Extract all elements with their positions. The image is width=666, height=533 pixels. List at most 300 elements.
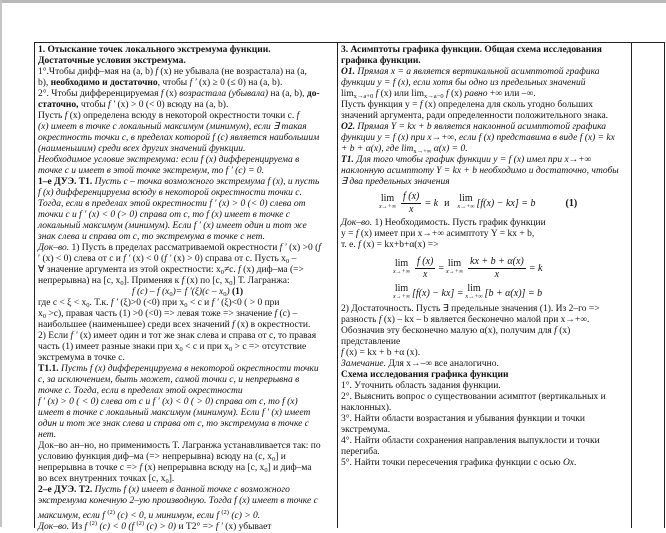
document-table <box>34 42 665 532</box>
limit <box>393 259 410 277</box>
limit-expression: [f(x) − kx] = b <box>476 197 536 209</box>
text-run: f <box>274 309 278 319</box>
text-line <box>341 315 631 326</box>
text-run: нет. <box>38 430 57 440</box>
window-top-edge <box>0 0 666 3</box>
text-line <box>38 89 337 100</box>
window-left-edge <box>0 0 2 527</box>
text-run: < c и <box>187 298 212 308</box>
text-run: f <box>378 315 382 325</box>
text-run: Для x→–∞ все аналогично. <box>385 359 499 369</box>
text-line <box>38 210 337 221</box>
limit-formula-3 <box>341 285 631 301</box>
text-run: +∞ или –∞. <box>487 89 536 99</box>
denominator: x <box>494 268 500 280</box>
text-run: Док–во ан–но, но применимость Т. Лагранжа устанавливается так: по <box>38 441 321 451</box>
text-run: 2) Достаточность. Пусть ∃ предельные значения (1). Из 2–го => <box>341 304 600 314</box>
text-line <box>38 67 337 78</box>
text-line <box>341 392 631 403</box>
text-run: Из <box>69 522 85 532</box>
text-run: f <box>155 67 159 77</box>
text-run: >c), правая часть (1) >0 (<0) => левая тоже => значение <box>46 309 275 319</box>
text-line <box>341 337 631 348</box>
text-run: f ′ <box>108 100 116 110</box>
text-run: (x) диф–ма (=> <box>240 265 304 275</box>
subscript: 0 <box>228 346 233 353</box>
text-line <box>38 144 337 155</box>
text-line <box>341 240 631 251</box>
text-run: f <box>139 463 143 473</box>
text-run: ] и <box>275 452 286 462</box>
text-run: (x) не убывала (не возрастала) на (a, <box>158 67 307 77</box>
text-line <box>341 304 631 315</box>
text-run: на (a, b), <box>268 89 307 99</box>
text-run: b), <box>38 78 51 88</box>
subscript: 0 <box>220 269 224 276</box>
limit-formula-1 <box>341 188 631 218</box>
text-run: , чтобы <box>157 78 190 88</box>
text-run: ∃ два предельных значения <box>341 177 450 187</box>
text-run: перегиба. <box>341 447 380 457</box>
denominator: x <box>422 268 428 280</box>
limit <box>446 259 463 277</box>
text-line <box>341 67 631 78</box>
text-run: 3. Асимптоты графика функции. Общая схема исследования <box>341 45 602 55</box>
text-run: разность <box>341 315 379 325</box>
cell-local-extremum <box>35 43 338 532</box>
text-run: т. е. <box>341 240 359 250</box>
text-run: (c) < 0, и минимум, если f <box>114 511 222 521</box>
text-run: (x) определена всюду в некоторой окрестности точки c. <box>67 111 297 121</box>
limit <box>393 284 410 302</box>
text-run: точке c и имеет в этой точке экстремум, то f ′ (c) = 0. <box>38 166 264 176</box>
text-run: (x) > 0) справа от c. Пусть x <box>171 254 286 264</box>
text-run: где c < ξ < x <box>38 298 87 308</box>
text-line <box>341 348 631 359</box>
text-run: О2. <box>341 122 355 132</box>
text-run: 1) Необходимость. Пусть график функции <box>372 218 546 228</box>
lim-label: lim <box>447 258 462 269</box>
text-run: значений аргумента, ради определенности положительного знака. <box>341 111 609 121</box>
text-run: f ′ <box>279 243 287 253</box>
subscript: 0 <box>86 302 90 309</box>
text-run: (x) имеет в точке c локальный максимум (минимум), если ∃ такая <box>38 122 307 132</box>
lim-subscript: x→+∞ <box>393 269 410 275</box>
text-run: (x) ≥ 0 (≤ 0) на (a, b). <box>196 78 283 88</box>
text-run: Док–во. <box>341 218 373 228</box>
text-run: (x) имеет один и тот же знак слева и справа от c, то правая <box>77 331 317 341</box>
text-run: чтобы <box>80 100 109 110</box>
text-run: f (x) дифференцируема всюду в некоторой окрестности точки c. <box>38 188 302 198</box>
text-line <box>38 298 337 309</box>
text-run: один и тот же знак слева и справа от c, то экстремума в точке c <box>38 419 309 429</box>
text-run: точки c и f ′ (x) < 0 (> 0) справа от c, то f (x) имеет в точке c <box>38 210 291 220</box>
text-run: (x) имеет при x→+∞ асимптоту Y = kx + b, <box>358 229 535 239</box>
limit-expression: [b + α(x)] = b <box>484 287 543 299</box>
text-line <box>38 111 337 122</box>
text-run: (x) = kx + b +α (x). <box>343 348 421 358</box>
text-run: Достаточные условия экстремума. <box>38 56 186 66</box>
denominator: x <box>408 203 414 215</box>
text-block <box>38 43 337 287</box>
text-run: f (c) – f (x <box>131 287 170 297</box>
text-run: экстремума конечную 2–ую производную. Тогда f (x) имеет в точке c <box>38 496 318 506</box>
text-line <box>38 199 337 210</box>
text-run: – <box>289 254 297 264</box>
text-line <box>341 122 631 133</box>
text-run: . Т.к. <box>89 298 111 308</box>
text-line <box>38 430 337 441</box>
numerator: kx + b + α(x) <box>470 255 524 267</box>
text-line <box>341 155 631 166</box>
text-run: Пусть функция y = <box>341 100 420 110</box>
text-run: ) <box>226 287 230 297</box>
text-line <box>341 436 631 447</box>
text-run: ]. Применяя к <box>123 276 182 286</box>
text-run: Док–во. <box>38 243 70 253</box>
text-run: (ξ)>0 (<0) при x <box>117 298 185 308</box>
text-line <box>341 144 631 155</box>
text-run: необходимо и достаточно <box>50 78 158 88</box>
text-run: 4°. Найти области сохранения направления выпуклости и точки <box>341 436 600 446</box>
text-run: ] и диф–ма <box>267 463 312 473</box>
numerator: f (x) <box>417 255 434 267</box>
text-run: знак слева и справа от c, то экстремума в точке c нет. <box>38 232 265 242</box>
text-run: окрестность точки c, в пределах которой f (c) является наибольшим <box>38 133 320 143</box>
text-run: до- <box>306 89 320 99</box>
text-line <box>38 166 337 177</box>
text-run: (c) > 0. <box>228 511 261 521</box>
lim-subscript: x→+∞ <box>465 294 483 300</box>
fraction <box>415 256 435 281</box>
subscript: x→+∞ <box>413 148 432 155</box>
text-run: (x) <box>448 89 465 99</box>
limit <box>466 284 483 302</box>
text-run: условию функция диф–ма (=> непрерывна) всюду на (c, x <box>38 452 272 462</box>
text-line <box>341 414 631 425</box>
text-line <box>38 441 337 452</box>
text-block <box>341 218 631 251</box>
text-run: f <box>373 89 379 99</box>
text-run: f ′ <box>70 331 78 341</box>
text-run: непрерывна) на [c, x <box>38 276 121 286</box>
text-run: f ′ <box>123 254 131 264</box>
text-run: (x) = kx+b+α(x) => <box>360 240 439 250</box>
lim-label: lim <box>380 193 395 204</box>
text-run: точке c. Тогда, если в пределах этой окрестности <box>38 386 243 396</box>
text-run: f <box>84 522 90 532</box>
text-run: Прямая Y = kx + b является наклонной асимптотой графика <box>355 122 607 132</box>
text-run: Тогда, если в пределах этой окрестности f ′ (x) > 0 (< 0) слева от <box>38 199 306 209</box>
empty-cell <box>632 43 665 528</box>
text-line <box>38 276 337 287</box>
text-run: представление <box>341 337 401 347</box>
lim-subscript: x→+∞ <box>446 269 464 275</box>
text-run: f ′ <box>189 78 197 88</box>
text-run: функции y = f (x), если хотя бы одно из предельных значений <box>341 78 586 88</box>
text-line <box>38 155 337 166</box>
text-run: максимум, если f <box>38 511 108 521</box>
text-run: равно <box>464 89 488 99</box>
text-run: f ′ <box>110 298 118 308</box>
text-line <box>341 111 631 122</box>
text-run: Пусть c – точка возможного экстремума f (x), и пусть <box>94 177 320 187</box>
text-run: c, за исключением, быть может, самой точки c, и непрерывна в <box>38 375 300 385</box>
text-run: f <box>238 265 241 275</box>
text-run: статочно, <box>38 100 81 110</box>
text-run: возрастала (убывала) <box>179 89 269 99</box>
text-run: 2–е ДУЭ. Т2. <box>38 485 95 495</box>
text-run: ≠c. <box>223 265 239 275</box>
text-line <box>38 463 337 474</box>
text-line <box>38 386 337 397</box>
subscript: 0 <box>271 456 276 463</box>
text-run: Для того чтобы график функции y = f (x) имел при x→+∞ <box>353 155 592 165</box>
text-run: f ′ <box>215 522 223 532</box>
text-run: f <box>296 111 300 121</box>
text-line <box>38 485 337 496</box>
text-run: 1°.Чтобы дифф–мая на (a, b) <box>38 67 156 77</box>
text-block <box>341 43 631 188</box>
text-run: (x) <box>556 326 571 336</box>
subscript: 0 <box>223 291 227 298</box>
text-line <box>38 353 337 364</box>
lim-subscript: x→+∞ <box>393 294 410 300</box>
superscript: (2) <box>89 520 98 527</box>
text-run: имеет в точке c локальный максимум (минимум). Если f ′ (x) имеет <box>38 408 311 418</box>
text-run: 2) Если <box>38 331 71 341</box>
text-run: < c и при x <box>182 342 229 352</box>
text-run: y = <box>341 229 356 239</box>
text-run: 3°. Найти области возрастания и убывания функции и точки <box>341 414 585 424</box>
text-run: f ′ <box>211 298 219 308</box>
limit <box>379 194 396 212</box>
text-line <box>341 447 631 458</box>
text-line <box>38 122 337 133</box>
text-run: Т1.1. <box>38 364 61 374</box>
text-line <box>341 403 631 414</box>
text-line <box>341 177 631 188</box>
text-run: lim <box>341 89 354 99</box>
text-line <box>38 100 337 111</box>
text-line <box>38 56 337 67</box>
text-run: 1°. Уточнить область задания функции. <box>341 381 501 391</box>
text-line <box>38 331 337 342</box>
text-line <box>341 89 631 100</box>
text-run: f ′ <box>164 254 172 264</box>
text-line <box>341 381 631 392</box>
text-run: ]. <box>168 474 175 484</box>
subscript: 0 <box>165 478 169 485</box>
text-run: функции y = f (x) при x→+∞, если f (x) представима в виде f (x) = kx <box>341 133 615 143</box>
text-run: непрерывна в точке c => <box>38 463 140 473</box>
text-run: ′ (x) < 0) слева от c и <box>38 254 124 264</box>
superscript: (2) <box>136 520 145 527</box>
text-line <box>38 397 337 408</box>
text-line <box>38 496 337 507</box>
text-run: Пусть f (x) дифференцируема в некоторой окрестности точки <box>60 364 319 374</box>
text-run: (наименьшим) среди всех других значений функции. <box>38 144 246 154</box>
text-run: f <box>443 89 449 99</box>
text-line <box>341 218 631 229</box>
text-run: f <box>64 111 68 121</box>
text-run: во всех внутренних точках [c, x <box>38 474 166 484</box>
text-run: 1) Пусть в пределах рассматриваемой окрестности <box>69 243 280 253</box>
limit-formula-2 <box>341 251 631 285</box>
text-line <box>38 507 337 521</box>
text-run: . <box>574 458 577 468</box>
text-run: ] Т. Лагранжа: <box>232 276 290 286</box>
text-line <box>38 408 337 419</box>
text-run: (c) > 0) <box>144 522 177 532</box>
text-run: 1–е ДУЭ. Т1. <box>38 177 95 187</box>
text-run: (c) < 0 (f <box>97 522 137 532</box>
text-run: f <box>419 100 423 110</box>
text-run: f <box>554 326 557 336</box>
text-line <box>38 518 337 532</box>
text-line <box>38 452 337 463</box>
text-run: часть (1) имеет разные знаки при x <box>38 342 180 352</box>
text-line <box>38 243 337 254</box>
numerator: f (x) <box>403 190 420 202</box>
subscript: x→a−0 <box>424 93 444 100</box>
text-run: (x) > 0 (< 0) всюду на (a, b). <box>115 100 229 110</box>
lim-label: lim <box>394 283 409 294</box>
text-run: 2°. Выяснить вопрос о существовании асимптот (вертикальных и <box>341 392 606 402</box>
fraction <box>401 191 421 216</box>
lim-subscript: x→+∞ <box>457 204 475 210</box>
text-run: )= f ′(ξ)(c – x <box>172 287 224 297</box>
text-line <box>38 221 337 232</box>
text-line <box>341 100 631 111</box>
conjunction: и <box>444 197 450 209</box>
text-line <box>341 229 631 240</box>
text-run: ∀ значение аргумента из этой окрестности: x <box>38 265 221 275</box>
text-run: Док–во. <box>38 522 70 532</box>
text-run: наклонных). <box>341 403 392 413</box>
subscript: 0 <box>120 280 124 287</box>
text-run: 1. Отыскание точек локального экстремума функции. <box>38 45 271 55</box>
text-run: Схема исследования графика функции <box>341 370 509 380</box>
superscript: (2) <box>221 509 229 516</box>
text-run: f <box>318 243 321 253</box>
limit <box>457 194 474 212</box>
text-run: x <box>38 309 43 319</box>
text-line <box>341 425 631 436</box>
superscript: (2) <box>107 509 115 516</box>
text-run: наибольшее (наименьшее) среди всех значений <box>38 320 233 330</box>
equals-k: = k <box>528 262 543 274</box>
text-run: f <box>341 348 344 358</box>
text-line <box>38 265 337 276</box>
text-run: (x) по [c, x <box>184 276 230 286</box>
text-run: графика функции. <box>341 56 421 66</box>
text-run: (x) – kx – b является бесконечно малой при x→+∞. <box>381 315 590 325</box>
text-run: (x) в окрестности. <box>234 320 311 330</box>
text-run: 5°. Найти точки пересечения графика функции с осью <box>341 458 563 468</box>
text-block <box>38 298 337 532</box>
text-run: (x) определена для сколь угодно больших <box>422 100 594 110</box>
text-run: Прямая x = a является вертикальной асимптотой графика <box>355 67 600 77</box>
subscript: 0 <box>229 280 233 287</box>
text-line <box>38 320 337 331</box>
text-line <box>38 45 337 56</box>
cell-asymptotes <box>338 43 632 528</box>
text-run: 2°. Чтобы дифференцируемая <box>38 89 161 99</box>
lim-label: lim <box>459 193 473 204</box>
text-line <box>38 177 337 188</box>
text-line <box>341 458 631 469</box>
text-run: f ′ (x) > 0 ( < 0) слева от c и f ′ (x) < 0 ( > 0) справа от c, то f (x) <box>38 397 298 407</box>
text-run: наклонную асимптоту Y = kx + b необходимо и достаточно, чтобы <box>341 166 619 176</box>
text-run: Пусть f (x) имеет в данной точке c возможного <box>94 485 290 495</box>
text-line <box>341 166 631 177</box>
lagrange-formula <box>38 287 337 298</box>
text-run: f <box>232 320 235 330</box>
text-run: (x) или lim <box>378 89 425 99</box>
text-run: Замечание. <box>341 359 386 369</box>
text-run: (x) <box>163 89 180 99</box>
text-run: (1) <box>229 287 244 297</box>
text-run: экстремума в точке c. <box>38 353 125 363</box>
text-run: > c => отсутствие <box>232 342 307 352</box>
text-run: (x) убывает <box>222 522 272 532</box>
lim-label: lim <box>394 258 409 269</box>
text-run: f <box>160 89 164 99</box>
text-line <box>341 370 631 381</box>
text-run: Т1. <box>341 155 354 165</box>
text-line <box>38 133 337 144</box>
text-run: α(x) = 0. <box>431 144 468 154</box>
text-run: (c) – <box>277 309 298 319</box>
text-run: Пусть <box>38 111 65 121</box>
subscript: 0 <box>184 302 188 309</box>
text-run: f <box>181 276 185 286</box>
text-run: (x) >0 ( <box>286 243 319 253</box>
text-run: и Т2° => <box>176 522 216 532</box>
text-run: f <box>355 229 359 239</box>
text-run: (ξ)<0 ( > 0 при <box>218 298 280 308</box>
text-line <box>341 359 631 370</box>
subscript: 0 <box>264 467 268 474</box>
text-run: локальный максимум (минимум). Если f ′ (x) имеет один и тот же <box>38 221 307 231</box>
text-line <box>341 56 631 67</box>
subscript: 0 <box>285 258 290 265</box>
equation-number: (1) <box>565 197 578 209</box>
text-line <box>38 375 337 386</box>
text-run: + b + α(x), где lim <box>341 144 414 154</box>
text-run: О1. <box>341 67 355 77</box>
fraction <box>468 256 526 281</box>
text-line <box>341 45 631 56</box>
text-run: Ox <box>562 458 575 468</box>
text-line <box>38 188 337 199</box>
equals: = <box>438 262 445 274</box>
text-line <box>341 326 631 337</box>
text-line <box>38 474 337 485</box>
lim-label: lim <box>467 283 481 294</box>
text-run: экстремума. <box>341 425 391 435</box>
subscript: 0 <box>42 313 46 320</box>
text-run: Необходимое условие экстремума: если f (x) дифференцируема в <box>38 155 300 165</box>
limit-expression: [f(x) − kx] = <box>412 287 464 299</box>
text-run: Обозначив эту бесконечно малую α(x), получим для <box>341 326 555 336</box>
text-line <box>38 364 337 375</box>
text-line <box>38 309 337 320</box>
text-run: (x) < 0 ( <box>130 254 165 264</box>
text-run: (x) непрерывна всюду на [c, x <box>142 463 265 473</box>
subscript: x→a+0 <box>353 93 374 100</box>
